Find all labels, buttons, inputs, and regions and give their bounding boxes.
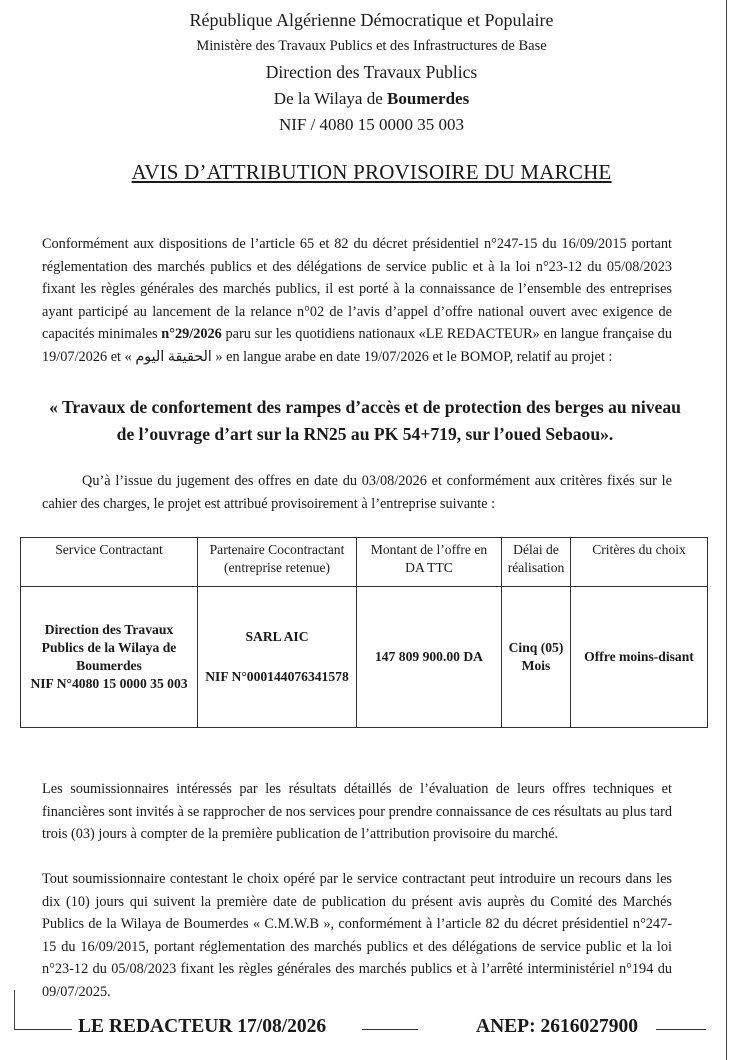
intro-reference: n°29/2026 [161,326,222,342]
footer-anep: ANEP: 2616027900 [476,1016,638,1037]
scan-edge-line [726,0,727,1060]
header-service: Service Contractant [21,538,198,587]
footer-rule-middle [362,1029,418,1030]
project-title: « Travaux de confortement des rampes d’accès et de protection des berges au niveau de l’ouvrage d’art sur la RN25 au PK 54+719, sur l’oued Sebaou». [49,397,681,444]
cell-amount: 147 809 900.00 DA [357,587,502,728]
footer [0,1014,743,1044]
header-amount: Montant de l’offre en DA TTC [357,538,502,587]
intro-text-2: paru sur les quotidiens nationaux «LE REDACTEUR» en langue française du 19/07/2026 et « الحقيقة اليوم » en langue arabe en date 19/07/2026 et le BOMOP, relatif au projet : [42,326,672,365]
cell-service [21,587,198,728]
service-name: Direction des Travaux Publics de la Wilaya de Boumerdes [41,622,177,673]
recours-paragraph: Tout soumissionnaire contestant le choix opéré par le service contractant peut introduire un recours dans les dix (10) jours qui suivent la première date de publication du présent avis auprès du Comité des Marchés Publics de la Wilaya de Boumerdes « C.M.W.B », conformément à l’article 82 du décret présidentiel n°247-15 du 16/09/2015, portant réglementation des marchés publics et des délégations de service public et la loi n°23-12 du 05/08/2023 fixant les règles générales des marchés publics et à l’arrêté interministériel n°194 du 09/07/2025. [42,871,672,1000]
partner-name: SARL AIC [245,629,309,644]
header-wilaya-name: Boumerdes [387,89,470,108]
footer-publication: LE REDACTEUR 17/08/2026 [78,1016,327,1037]
header-direction: Direction des Travaux Publics [265,62,478,82]
cell-criteria: Offre moins-disant [571,587,708,728]
header-wilaya [0,89,743,109]
footer-rule-left [14,1029,72,1030]
cell-partner [198,587,357,728]
cell-delay: Cinq (05) Mois [502,587,571,728]
header-partner: Partenaire Cocontractant (entreprise retenue) [198,538,357,587]
partner-nif: NIF N°000144076341578 [205,669,349,684]
header-republic: République Algérienne Démocratique et Populaire [189,10,554,30]
header-wilaya-prefix: De la Wilaya de [273,89,388,108]
notice-title: AVIS D’ATTRIBUTION PROVISOIRE DU MARCHE [131,160,612,184]
intro-text-1: Conformément aux dispositions de l’article 65 et 82 du décret présidentiel n°247-15 du 16/09/2015 portant réglementation des marchés publics et des délégations de service public et à la loi n°23-12 du 05/08/2023 fixant les règles générales des marchés publics, il est porté à la connaissance de l’ensemble des entreprises ayant participé au lancement de la relance n°02 de l’avis d’appel d’offre national ouvert avec exigence de capacités minimales [42,236,672,342]
award-table [20,537,708,728]
footer-rule-right [656,1029,706,1030]
header-ministry: Ministère des Travaux Publics et des Infrastructures de Base [196,38,547,54]
header-criteria: Critères du choix [571,538,708,587]
award-table-row [21,587,708,728]
intro-paragraph [42,233,672,368]
header-delay: Délai de réalisation [502,538,571,587]
issue-text: Qu’à l’issue du jugement des offres en date du 03/08/2026 et conformément aux critères fixés sur le cahier des charges, le projet est attribué provisoirement à l’entreprise suivante : [42,473,672,512]
service-nif: NIF N°4080 15 0000 35 003 [30,676,188,691]
issue-paragraph [42,470,672,515]
award-table-header-row [21,538,708,587]
header-nif: NIF / 4080 15 0000 35 003 [278,115,465,134]
results-paragraph: Les soumissionnaires intéressés par les résultats détaillés de l’évaluation de leurs offres techniques et financières sont invités à se rapprocher de nos services pour prendre connaissance de ces résultats au plus tard trois (03) jours à compter de la première publication de l’attribution provisoire du marché. [42,781,672,842]
